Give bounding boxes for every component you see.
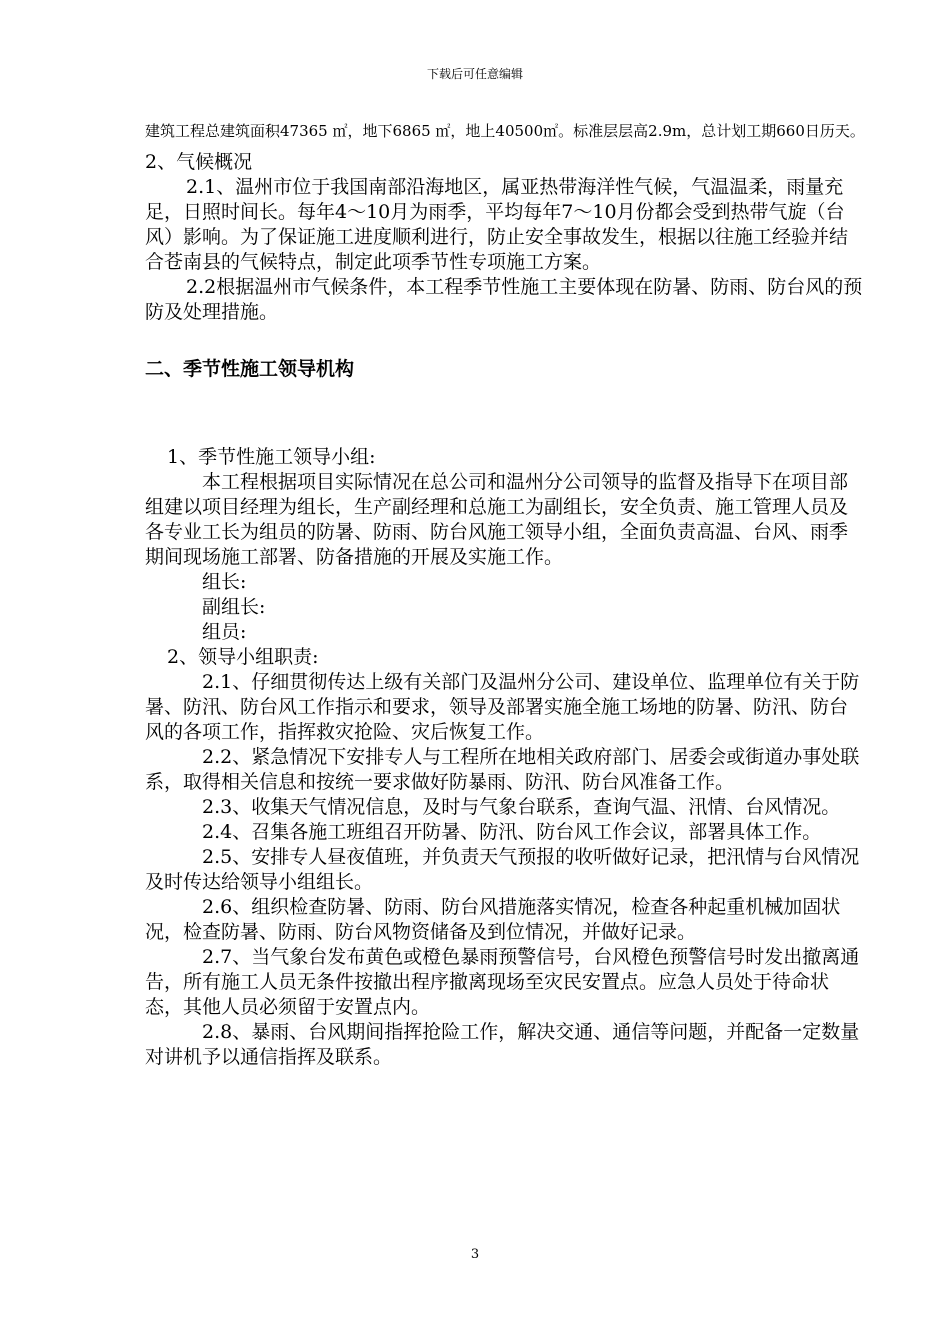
group-description: 本工程根据项目实际情况在总公司和温州分公司领导的监督及指导下在项目部组建以项目经理为组长，生产副经理和总施工为副组长，安全负责、施工管理人员及各专业工长为组员的防暑、防雨、防台风施工领导小组，全面负责高温、台风、雨季期间现场施工部署、防备措施的开展及实施工作。 [145,471,849,568]
page-number: 3 [470,1247,480,1262]
leader-label: 组长: [202,571,247,593]
group-title: 1、季节性施工领导小组: [167,446,376,468]
duty-item: 2.8、暴雨、台风期间指挥抢险工作，解决交通、通信等问题，并配备一定数量对讲机予以通信指挥及联系。 [145,1021,860,1068]
climate-title: 2、气候概况 [145,151,253,173]
deputy-leader-label: 副组长: [202,596,266,618]
duty-item: 2.7、当气象台发布黄色或橙色暴雨预警信号，台风橙色预警信号时发出撤离通告，所有施工人员无条件按撤出程序撤离现场至灾民安置点。应急人员处于待命状态，其他人员必须留于安置点内。 [145,946,860,1018]
climate-paragraph-1: 2.1、温州市位于我国南部沿海地区，属亚热带海洋性气候，气温温柔，雨量充足，日照时间长。每年4～10月为雨季，平均每年7～10月份都会受到热带气旋（台风）影响。为了保证施工进度顺利进行，防止安全事故发生，根据以往施工经验并结合苍南县的气候特点，制定此项季节性专项施工方案。 [145,176,849,273]
duty-item: 2.4、召集各施工班组召开防暑、防汛、防台风工作会议，部署具体工作。 [202,821,822,843]
duty-item: 2.3、收集天气情况信息，及时与气象台联系，查询气温、汛情、台风情况。 [202,796,841,818]
section-heading: 二、季节性施工领导机构 [145,358,355,380]
intro-paragraph: 建筑工程总建筑面积47365 ㎡，地下6865 ㎡，地上40500㎡。标准层层高2.9m，总计划工期660日历天。 [145,122,865,140]
climate-paragraph-2: 2.2根据温州市气候条件，本工程季节性施工主要体现在防暑、防雨、防台风的预防及处理措施。 [145,276,863,323]
duties-title: 2、领导小组职责: [167,646,319,668]
members-label: 组员: [202,621,247,643]
duty-item: 2.5、安排专人昼夜值班，并负责天气预报的收听做好记录，把汛情与台风情况及时传达给领导小组组长。 [145,846,860,893]
duty-item: 2.1、仔细贯彻传达上级有关部门及温州分公司、建设单位、监理单位有关于防暑、防汛、防台风工作指示和要求，领导及部署实施全施工场地的防暑、防汛、防台风的各项工作，指挥救灾抢险、灾后恢复工作。 [145,671,860,743]
page-header: 下载后可任意编辑 [426,67,523,81]
duty-item: 2.6、组织检查防暑、防雨、防台风措施落实情况，检查各种起重机械加固状况，检查防暑、防雨、防台风物资储备及到位情况，并做好记录。 [145,896,841,943]
duty-item: 2.2、紧急情况下安排专人与工程所在地相关政府部门、居委会或街道办事处联系，取得相关信息和按统一要求做好防暴雨、防汛、防台风准备工作。 [145,746,860,793]
document-body [145,118,865,1070]
